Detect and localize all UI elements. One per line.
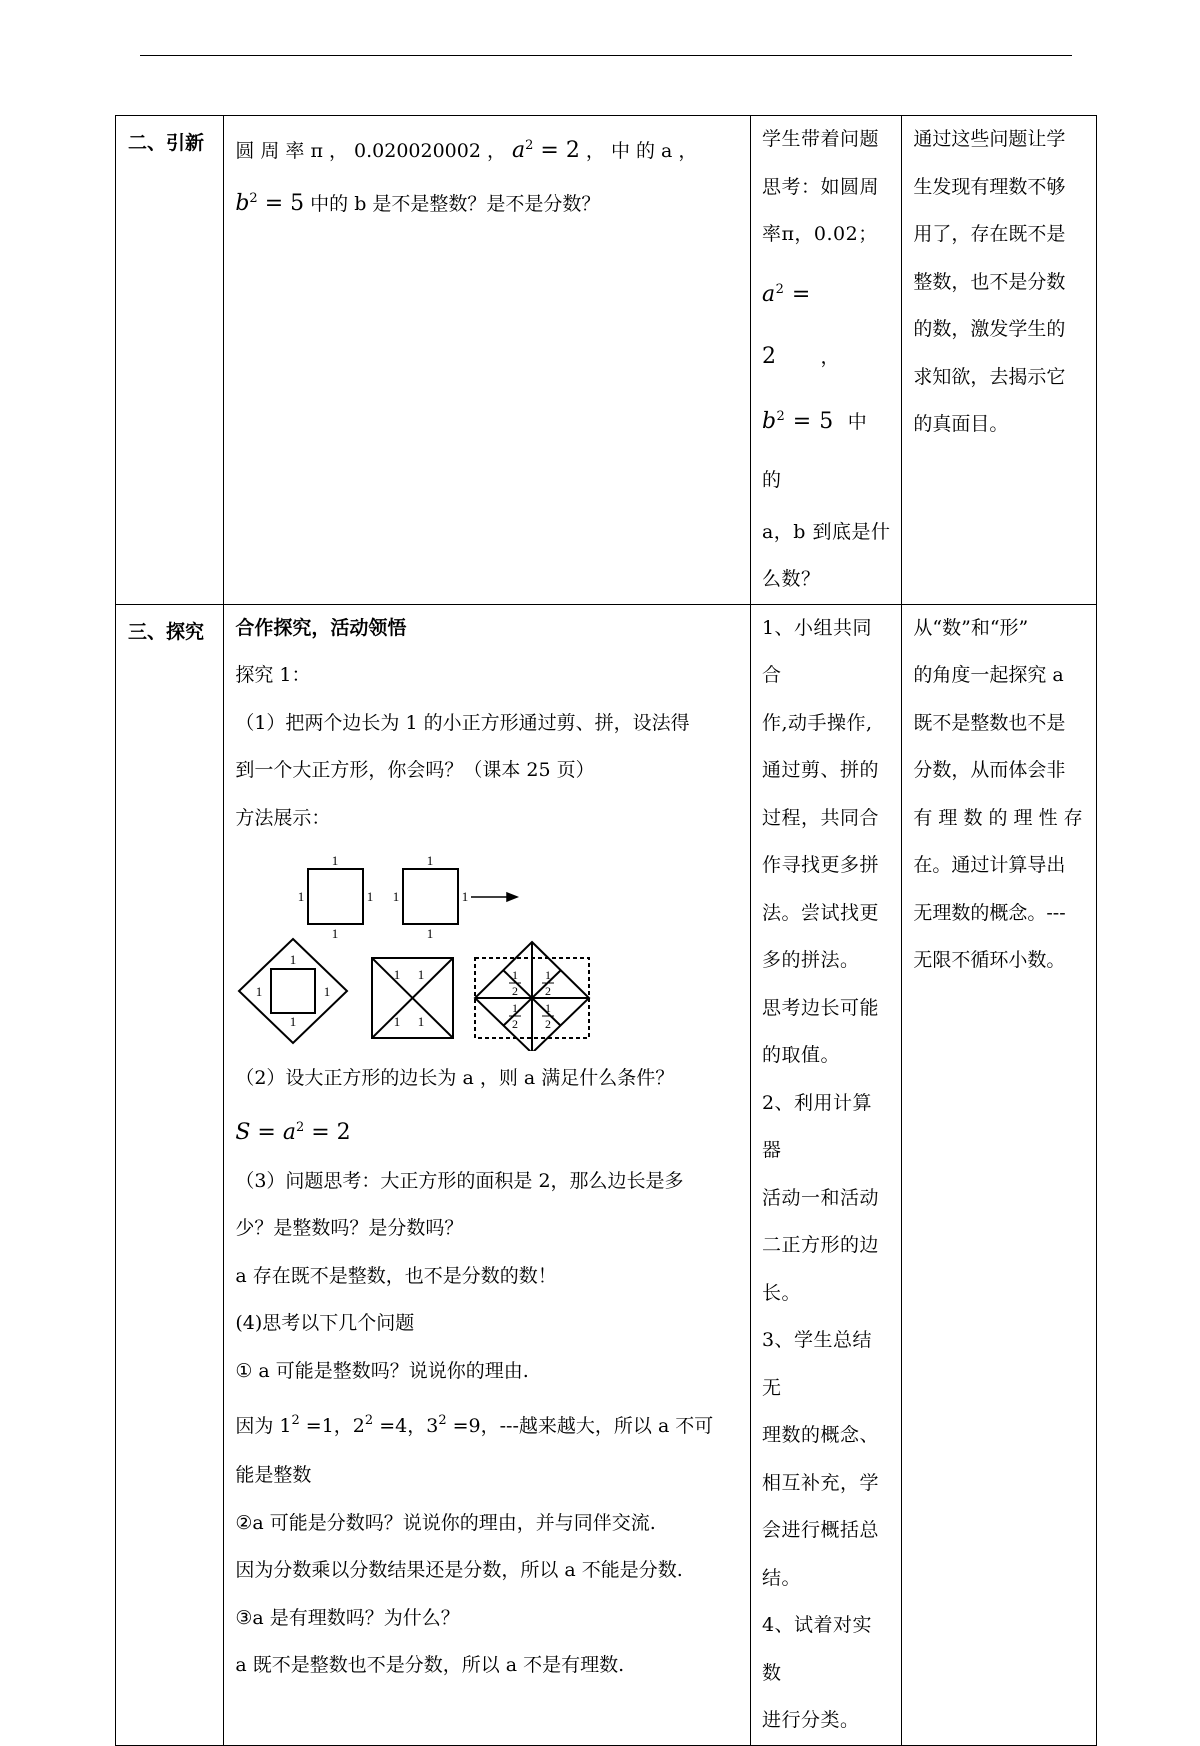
arrow-icon <box>471 893 517 901</box>
teacher-content <box>224 604 751 1745</box>
student-line: 率π，0.02； <box>761 223 878 245</box>
svg-text:1: 1 <box>324 984 331 999</box>
intent-line: 用了，存在既不是 <box>913 223 1066 245</box>
intent-line: 有 理 数 的 理 性 存 <box>913 806 1083 829</box>
content-text: a 存在既不是整数，也不是分数的数！ <box>235 1264 557 1287</box>
svg-text:1: 1 <box>427 853 434 868</box>
content-text: (4)思考以下几个问题 <box>235 1312 415 1334</box>
student-activity <box>750 116 901 605</box>
student-line: 作寻找更多拼 <box>761 854 879 876</box>
intent-line: 在。通过计算导出 <box>913 854 1066 876</box>
student-line: 理数的概念、 <box>761 1424 879 1446</box>
student-line: 活动一和活动 <box>761 1186 879 1209</box>
content-text: 中的 b 是不是整数？是不是分数？ <box>310 193 601 215</box>
svg-text:1: 1 <box>545 1001 552 1015</box>
student-line: 二正方形的边 <box>761 1234 879 1256</box>
student-activity <box>750 604 901 1745</box>
intent-line: 的数，激发学生的 <box>913 318 1066 340</box>
svg-text:1: 1 <box>545 968 552 982</box>
svg-text:2: 2 <box>545 1017 552 1031</box>
intent-line: 整数，也不是分数 <box>913 270 1066 293</box>
student-line: 法。尝试找更 <box>761 901 879 924</box>
svg-text:1: 1 <box>418 967 425 982</box>
svg-text:1: 1 <box>256 984 263 999</box>
intent-line: 的真面目。 <box>913 413 1009 435</box>
student-line: 1、小组共同合 <box>761 616 873 686</box>
student-line: 作,动手操作, <box>761 711 873 734</box>
design-intent <box>902 116 1097 605</box>
svg-text:1: 1 <box>394 1014 401 1029</box>
content-text: 探究 1： <box>235 664 311 686</box>
svg-text:1: 1 <box>298 889 305 904</box>
square-figures <box>235 846 740 1051</box>
intent-line: 无理数的概念。--- <box>913 901 1066 924</box>
intent-line: 从“数”和“形” <box>913 616 1029 639</box>
diamond-halves-figure <box>475 942 589 1051</box>
content-text: （1）把两个边长为 1 的小正方形通过剪、拼，设法得 <box>235 711 690 734</box>
small-square-figure <box>308 869 458 924</box>
equation-b: $b^2 = 5$ <box>235 191 305 216</box>
intent-line: 无限不循环小数。 <box>913 949 1066 971</box>
content-text: ②a 可能是分数吗？说说你的理由，并与同伴交流. <box>235 1511 656 1534</box>
student-line: 学生带着问题 <box>761 128 879 150</box>
svg-text:2: 2 <box>512 1017 519 1031</box>
content-text: ① a 可能是整数吗？说说你的理由. <box>235 1359 529 1382</box>
svg-text:1: 1 <box>367 889 374 904</box>
intent-line: 通过这些问题让学 <box>913 128 1066 150</box>
content-text: 圆 周 率 π ， 0.020020002 ， <box>235 140 506 162</box>
student-line: 中 的 <box>761 410 868 491</box>
teacher-content <box>224 116 751 605</box>
table-row-introduce <box>116 116 1097 605</box>
content-text: a 既不是整数也不是分数，所以 a 不是有理数. <box>235 1654 625 1676</box>
content-text: 到一个大正方形，你会吗？（课本 25 页） <box>235 759 595 781</box>
content-text: 因为 $1^2 =1$，$2^2 =4$，$3^2 =9$，---越来越大，所以 a 不可 <box>235 1413 714 1437</box>
svg-text:1: 1 <box>394 967 401 982</box>
student-line: 相互补充，学 <box>761 1471 879 1494</box>
svg-text:1: 1 <box>290 952 297 967</box>
section-heading: 合作探究，活动领悟 <box>235 616 407 639</box>
student-line: 长。 <box>761 1281 801 1304</box>
student-line: 进行分类。 <box>761 1709 860 1731</box>
student-line: 么数？ <box>761 568 821 590</box>
equation-a: $a^2 = 2$ <box>512 138 580 163</box>
student-line: 过程，共同合 <box>761 806 879 829</box>
student-line: a，b 到底是什 <box>761 520 891 543</box>
svg-text:1: 1 <box>332 853 339 868</box>
student-line: ， <box>820 345 840 368</box>
equation-a: $a^2 = 2$ <box>761 281 811 369</box>
content-text: ③a 是有理数吗？为什么？ <box>235 1606 460 1629</box>
content-text: 方法展示： <box>235 806 331 829</box>
content-text: ， 中 的 a ， <box>585 140 698 162</box>
student-line: 4、试着对实数 <box>761 1614 873 1684</box>
svg-text:1: 1 <box>290 1014 297 1029</box>
design-intent <box>902 604 1097 1745</box>
student-line: 会进行概括总 <box>761 1519 879 1541</box>
svg-text:2: 2 <box>512 984 519 998</box>
student-line: 2、利用计算器 <box>761 1091 873 1161</box>
svg-text:1: 1 <box>418 1014 425 1029</box>
table-row-explore <box>116 604 1097 1745</box>
content-text: 因为分数乘以分数结果还是分数，所以 a 不能是分数. <box>235 1559 683 1581</box>
student-line: 的取值。 <box>761 1044 840 1066</box>
student-line: 3、学生总结无 <box>761 1329 873 1399</box>
student-line: 通过剪、拼的 <box>761 759 879 781</box>
content-text: （2）设大正方形的边长为 a ，则 a 满足什么条件？ <box>235 1067 675 1089</box>
svg-text:1: 1 <box>393 889 400 904</box>
intent-line: 生发现有理数不够 <box>913 175 1066 198</box>
intent-line: 的角度一起探究 a <box>913 664 1064 686</box>
intent-line: 分数，从而体会非 <box>913 759 1066 781</box>
side-labels <box>298 853 469 941</box>
student-line: 结。 <box>761 1566 801 1589</box>
content-text: 能是整数 <box>235 1464 312 1486</box>
intent-line: 求知欲，去揭示它 <box>913 365 1066 388</box>
intent-line: 既不是整数也不是 <box>913 711 1066 734</box>
student-line: 思考边长可能 <box>761 996 879 1019</box>
svg-text:1: 1 <box>512 1001 519 1015</box>
equation-b: $b^2 = 5$ <box>761 408 834 434</box>
equation-area: $S = a^2 = 2$ <box>235 1119 351 1145</box>
lesson-table <box>115 115 1097 1746</box>
rectangle-diagonals-figure <box>372 958 453 1038</box>
student-line: 思考：如圆周 <box>761 175 879 198</box>
content-text: （3）问题思考：大正方形的面积是 2，那么边长是多 <box>235 1169 684 1192</box>
header-rule <box>140 55 1072 56</box>
student-line: 多的拼法。 <box>761 949 860 971</box>
svg-text:1: 1 <box>462 889 469 904</box>
svg-text:2: 2 <box>545 984 552 998</box>
content-text: 少？是整数吗？是分数吗？ <box>235 1217 464 1239</box>
svg-text:1: 1 <box>512 968 519 982</box>
svg-text:1: 1 <box>332 926 339 941</box>
svg-text:1: 1 <box>427 926 434 941</box>
stage-label: 三、探究 <box>116 604 224 1745</box>
stage-label: 二、引新 <box>116 116 224 605</box>
